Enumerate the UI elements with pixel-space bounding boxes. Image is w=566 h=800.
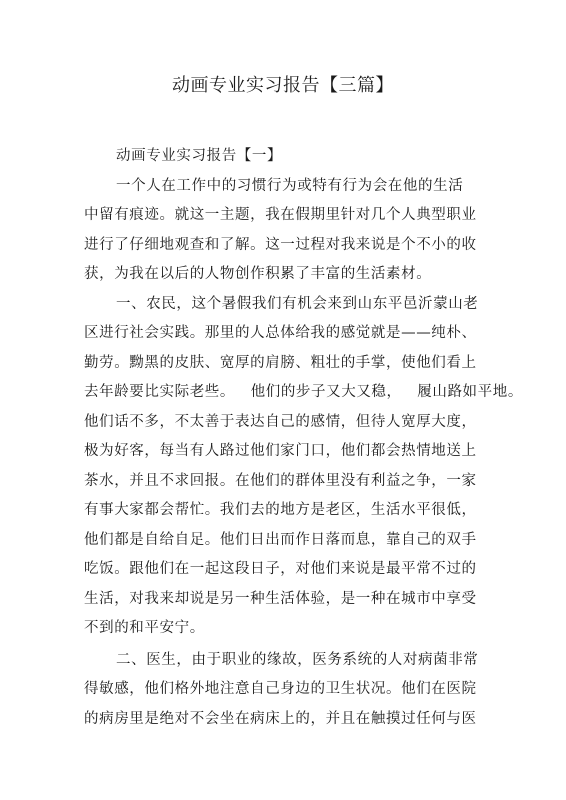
- paragraph-line: 茶水，并且不求回报。在他们的群体里没有利益之争，一家: [84, 473, 477, 489]
- paragraph-line: 他们都是自给自足。他们日出而作日落而息，靠自己的双手: [84, 532, 477, 548]
- paragraph-line: 进行了仔细地观查和了解。这一过程对我来说是个不小的收: [84, 237, 477, 253]
- paragraph-line: 中留有痕迹。就这一主题，我在假期里针对几个人典型职业: [84, 207, 477, 223]
- paragraph-line: 获，为我在以后的人物创作积累了丰富的生活素材。: [84, 266, 432, 282]
- paragraph-line: 生活，对我来却说是另一种生活体验，是一种在城市中享受: [84, 591, 477, 607]
- paragraph-line: 有事大家都会帮忙。我们去的地方是老区，生活水平很低，: [84, 502, 477, 518]
- paragraph-line: 的病房里是绝对不会坐在病床上的，并且在触摸过任何与医: [84, 711, 477, 727]
- paragraph-line: 一个人在工作中的习惯行为或特有行为会在他的生活: [116, 178, 464, 194]
- paragraph-line: 一、农民，这个暑假我们有机会来到山东平邑沂蒙山老: [116, 296, 479, 312]
- document-title: 动画专业实习报告【三篇】: [172, 75, 394, 96]
- section-heading: 动画专业实习报告【一】: [116, 148, 283, 164]
- paragraph-line: 极为好客，每当有人路过他们家门口，他们都会热情地送上: [84, 443, 477, 459]
- paragraph-line: 勤劳。黝黑的皮肤、宽厚的肩膀、粗壮的手掌，使他们看上: [84, 355, 477, 371]
- paragraph-line: 得敏感，他们格外地注意自己身边的卫生状况。他们在医院: [84, 681, 477, 697]
- paragraph-line: 去年龄要比实际老些。 他们的步子又大又稳， 履山路如平地。: [84, 384, 523, 400]
- paragraph-line: 他们话不多，不太善于表达自己的感情，但待人宽厚大度，: [84, 414, 477, 430]
- paragraph-line: 不到的和平安宁。: [84, 620, 205, 636]
- paragraph-line: 二、医生，由于职业的缘故，医务系统的人对病菌非常: [116, 652, 479, 668]
- paragraph-line: 区进行社会实践。那里的人总体给我的感觉就是——纯朴、: [84, 325, 477, 341]
- paragraph-line: 吃饭。跟他们在一起这段日子，对他们来说是最平常不过的: [84, 561, 477, 577]
